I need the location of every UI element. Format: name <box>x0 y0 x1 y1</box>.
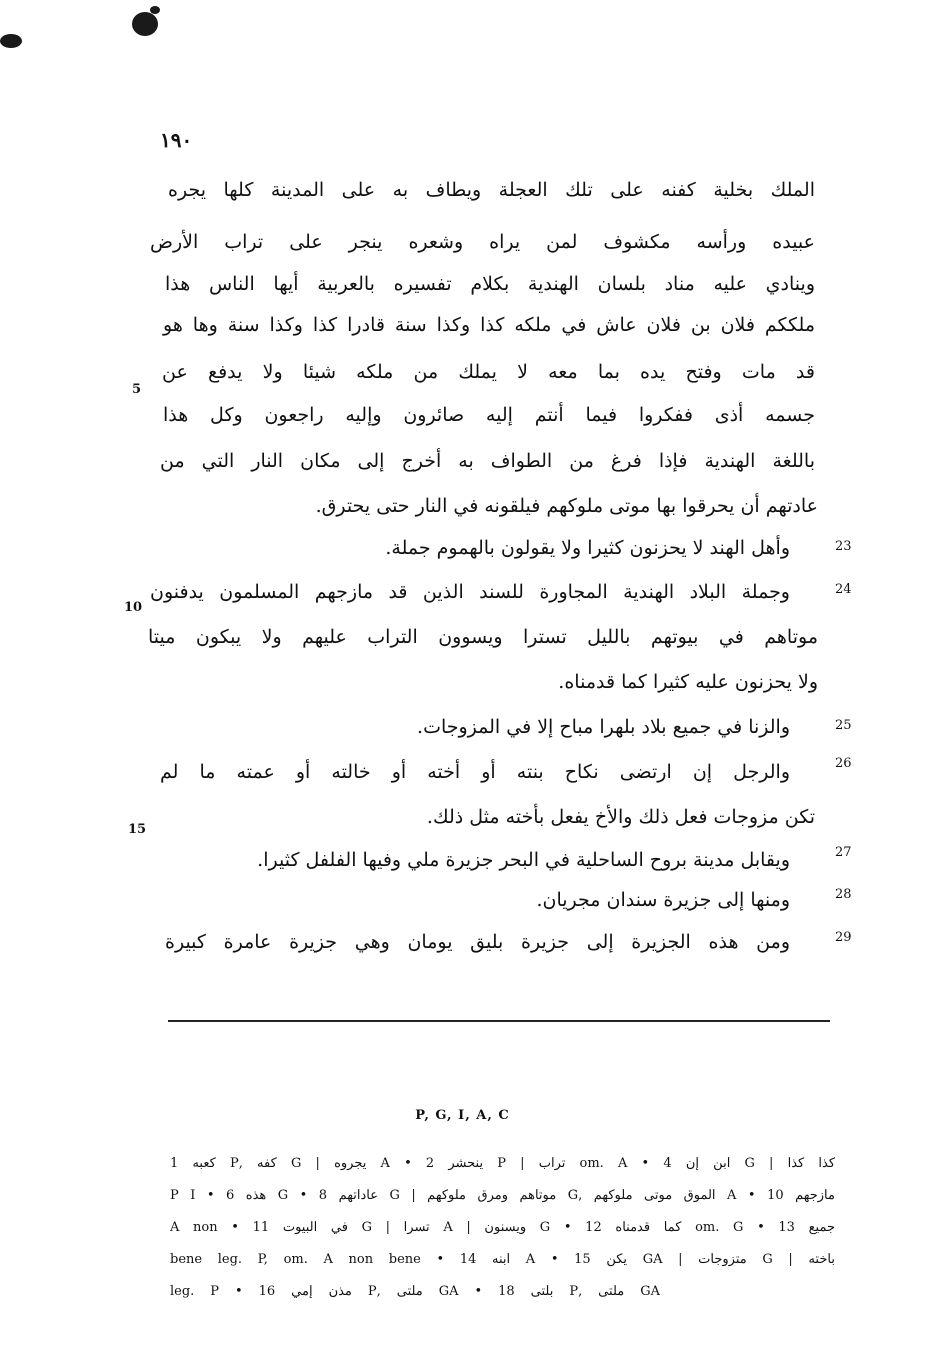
text-line: عادتهم أن يحرقوا بها موتى ملوكهم فيلقونه في النار حتى يحترق. <box>315 495 818 517</box>
scan-blot-mid <box>132 12 158 36</box>
apparatus-line: GA ملتى ,P بلتى 18 • GA ملتى ,P مذن إمي 16 • leg. P <box>170 1284 660 1299</box>
text-line: وينادي عليه مناد بلسان الهندية بكلام تفسيره بالعربية أيها الناس هذا <box>165 273 815 295</box>
paragraph-number: 25 <box>835 718 852 733</box>
paragraph-number: 27 <box>835 845 852 860</box>
text-line: ومن هذه الجزيرة إلى جزيرة بليق يومان وهي جزيرة عامرة كبيرة <box>165 931 790 953</box>
text-line: الملك بخلية كفنه على تلك العجلة ويطاف به على المدينة كلها يجره <box>168 179 815 201</box>
paragraph-number: 29 <box>835 930 852 945</box>
text-line: باللغة الهندية فإذا فرغ من الطواف به أخرج إلى مكان النار التي من <box>160 450 815 472</box>
apparatus-line: مازجهم 10 • A الموق موتى ملوكهم ,G موتاهم ومرق ملوكهم | G عاداتهم 8 • G هذه 6 • P I <box>170 1188 835 1203</box>
text-line: ولا يحزنون عليه كثيرا كما قدمناه. <box>558 671 818 693</box>
line-number: 5 <box>132 382 142 397</box>
text-line: موتاهم في بيوتهم بالليل تسترا ويسوون التراب عليهم ولا يبكون ميتا <box>148 626 818 648</box>
scan-blot-small <box>150 6 160 14</box>
paragraph-number: 23 <box>835 539 852 554</box>
text-line: والرجل إن ارتضى نكاح بنته أو أخته أو خالته أو عمته ما لم <box>160 761 790 783</box>
apparatus-line: كذا كذا | G ابن إن 4 • om. A تراب | P ينحشر 2 • A يجروه | G كفه ,P كعبه 1 <box>170 1156 835 1171</box>
text-line: ويقابل مدينة بروح الساحلية في البحر جزيرة ملي وفيها الفلفل كثيرا. <box>257 849 790 871</box>
paragraph-number: 24 <box>835 582 852 597</box>
text-line: قد مات وفتح يده بما معه لا يملك من ملكه شيئا ولا يدفع عن <box>162 361 815 383</box>
manuscript-sigla: P, G, I, A, C <box>415 1108 510 1123</box>
line-number: 10 <box>124 600 143 615</box>
page-number: ١٩٠ <box>160 128 193 152</box>
text-line: عبيده ورأسه مكشوف لمن يراه وشعره ينجر على تراب الأرض <box>150 231 815 253</box>
text-line: والزنا في جميع بلاد بلهرا مباح إلا في المزوجات. <box>417 716 790 738</box>
text-line: وأهل الهند لا يحزنون كثيرا ولا يقولون بالهموم جملة. <box>385 537 790 559</box>
apparatus-line: بأخته | G متزوجات | GA يكن 15 • A ابنه 14 • bene leg. P, om. A non bene <box>170 1252 835 1267</box>
text-line: تكن مزوجات فعل ذلك والأخ يفعل بأخته مثل ذلك. <box>426 806 815 828</box>
text-line: ملككم فلان بن فلان عاش في ملكه كذا وكذا سنة قادرا كذا وكذا سنة وها هو <box>163 314 815 336</box>
apparatus-line: جميع 13 • om. G كما قدمناه 12 • G ويسنون | A تسرا | G في البيوت 11 • A non <box>170 1220 835 1235</box>
text-line: ومنها إلى جزيرة سندان مجريان. <box>536 889 790 911</box>
scan-blot-left <box>0 34 22 48</box>
paragraph-number: 26 <box>835 756 852 771</box>
text-line: جسمه أذى ففكروا فيما أنتم إليه صائرون وإليه راجعون وكل هذا <box>163 404 815 426</box>
paragraph-number: 28 <box>835 887 852 902</box>
text-line: وجملة البلاد الهندية المجاورة للسند الذين قد مازجهم المسلمون يدفنون <box>150 581 790 603</box>
line-number: 15 <box>128 822 147 837</box>
footnote-divider <box>168 1020 830 1022</box>
